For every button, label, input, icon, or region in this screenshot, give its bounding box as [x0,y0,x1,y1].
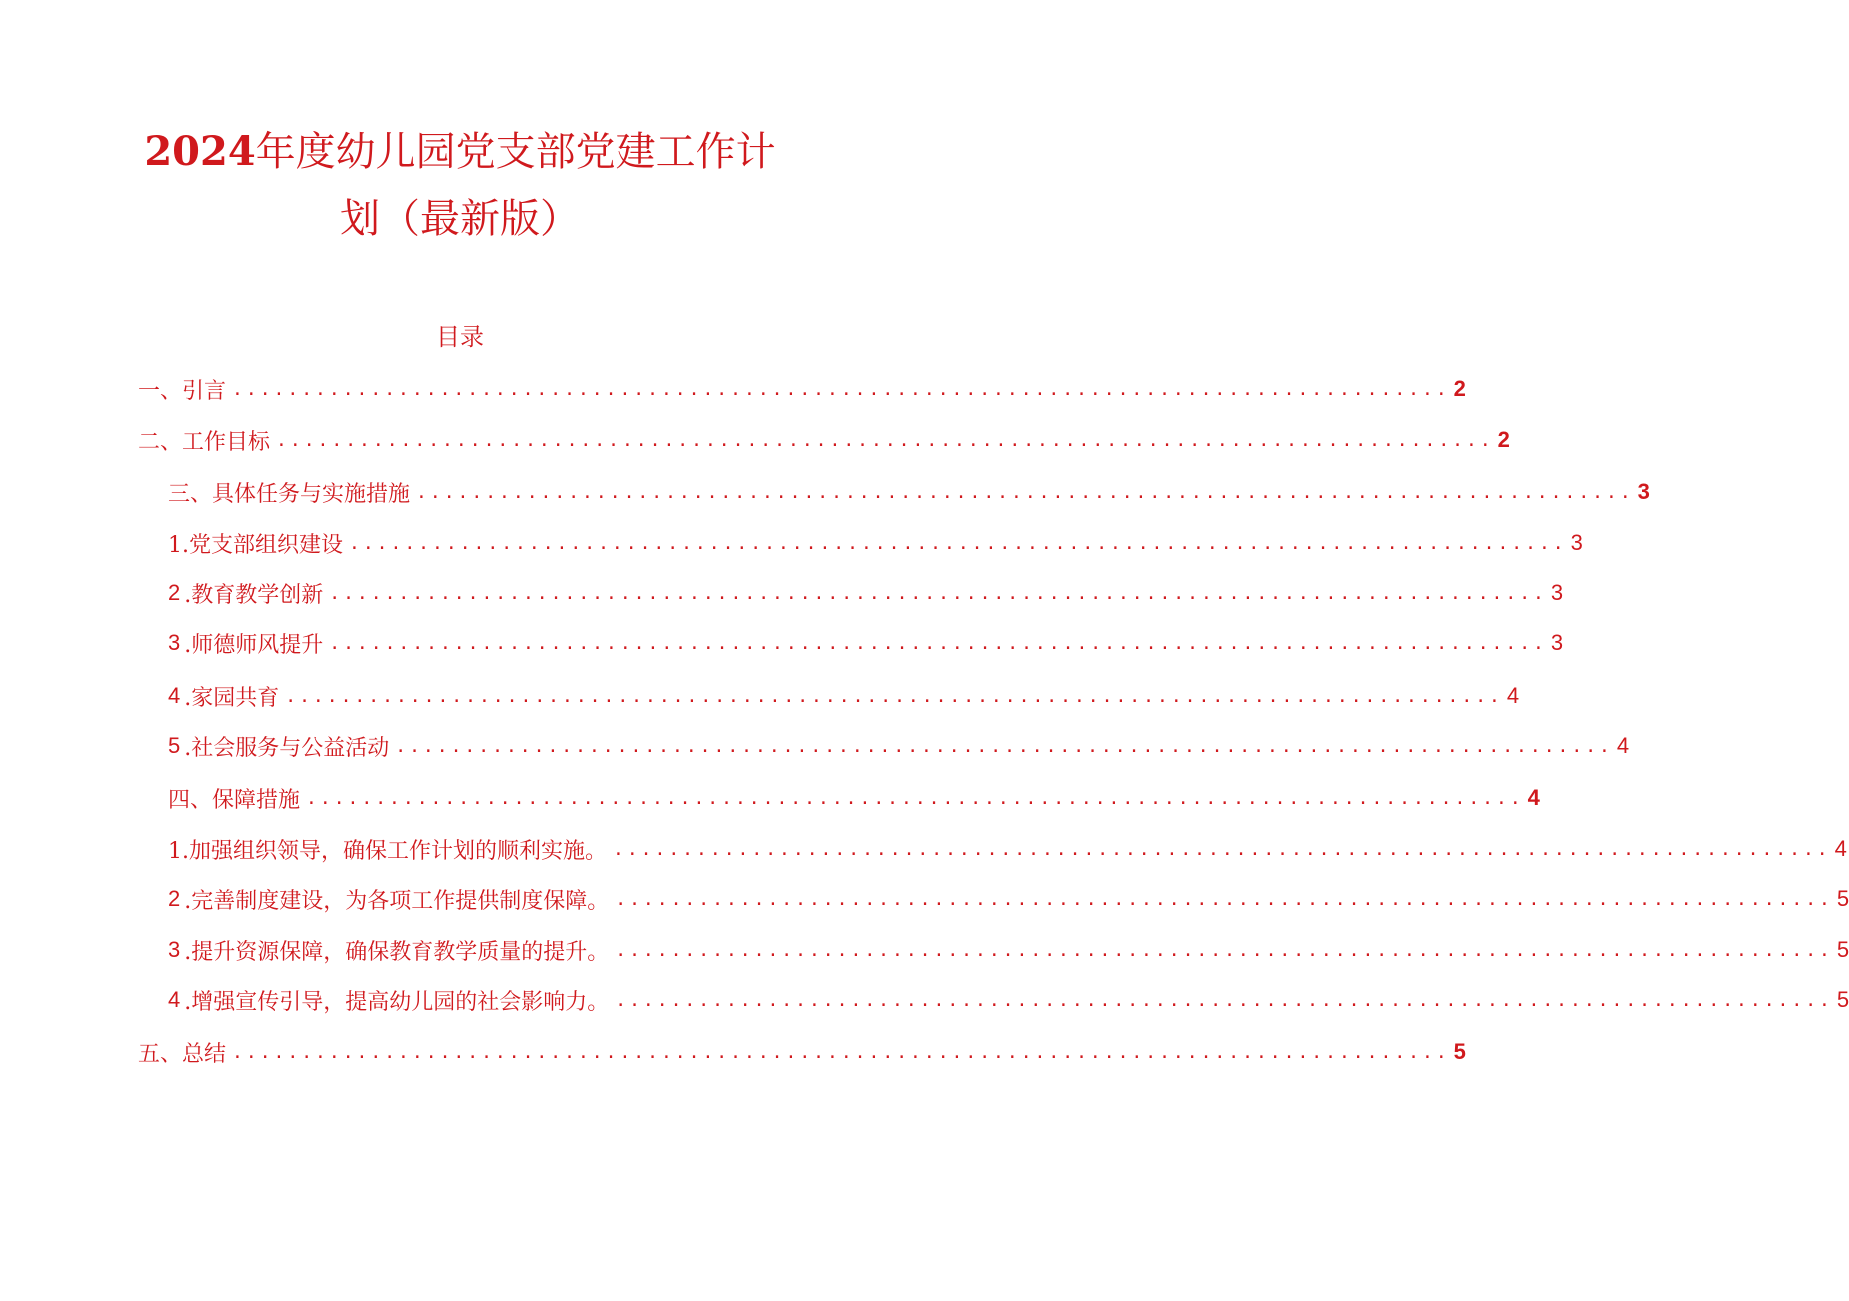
toc-entry-label: .增强宣传引导，提高幼儿园的社会影响力。 [184,989,610,1015]
toc-entry-label: 五、总结 [138,1041,227,1067]
title-year: 2024 [144,128,256,175]
toc-entry-page: 4 [1506,683,1520,708]
document-title-line-2: 划（最新版） [340,196,580,242]
toc-entry-number: 2 [168,580,181,605]
toc-leader-dots: ........................................................................................ [329,582,1547,604]
toc-entry-number: 4 [168,683,181,708]
toc-entry-label: .教育教学创新 [184,582,324,608]
toc-entry-teacher-ethics[interactable] [168,628,1564,658]
toc-entry-label: 三、具体任务与实施措施 [168,481,411,507]
toc-entry-number: 2 [168,886,181,911]
toc-entry-number: 3 [168,937,181,962]
toc-entry-introduction[interactable] [138,374,1466,404]
toc-leader-dots: ........................................................................................ [232,378,1450,400]
toc-leader-dots: ........................................................................................ [285,685,1503,707]
toc-entry-page: 3 [1570,530,1583,555]
toc-entry-page: 3 [1550,630,1564,655]
toc-entry-page: 4 [1527,785,1540,810]
toc-entry-number: 3 [168,630,181,655]
toc-entry-teaching-innovation[interactable] [168,578,1564,608]
toc-entry-label: .提升资源保障，确保教育教学质量的提升。 [184,939,610,965]
toc-entry-tasks-measures[interactable] [168,477,1650,507]
toc-leader-dots: ........................................................................................ [306,787,1524,809]
title-text: 年度幼儿园党支部党建工作计 [255,129,776,175]
toc-entry-safeguards[interactable] [168,783,1540,813]
toc-entry-page: 3 [1550,580,1564,605]
document-title-line-1 [0,128,920,175]
toc-entry-number: 4 [168,987,181,1012]
toc-entry-page: 4 [1616,733,1630,758]
toc-leader-dots: ........................................................................................ [349,532,1567,554]
toc-entry-page: 5 [1836,937,1849,962]
toc-entry-label: .社会服务与公益活动 [184,735,390,761]
toc-entry-label: .师德师风提升 [184,632,324,658]
toc-entry-label: 1.党支部组织建设 [168,532,343,558]
toc-entry-label: 四、保障措施 [168,787,301,813]
toc-entry-number: 5 [168,733,181,758]
toc-entry-label: .完善制度建设，为各项工作提供制度保障。 [184,888,610,914]
toc-entry-page: 5 [1836,886,1849,911]
toc-entry-label: 1.加强组织领导，确保工作计划的顺利实施。 [168,838,607,864]
toc-leader-dots: ........................................................................................ [276,429,1494,451]
toc-leader-dots: ........................................................................................ [613,838,1831,860]
toc-heading: 目录 [436,323,484,351]
toc-entry-page: 5 [1453,1039,1466,1064]
toc-leader-dots: ........................................................................................ [615,939,1833,961]
toc-entry-institution-building[interactable] [168,884,1849,914]
toc-entry-page: 5 [1836,987,1849,1012]
toc-leader-dots: ........................................................................................ [416,481,1634,503]
toc-entry-label: 一、引言 [138,378,227,404]
toc-entry-page: 2 [1497,427,1510,452]
toc-leader-dots: ........................................................................................ [395,735,1613,757]
toc-entry-work-goals[interactable] [138,425,1510,455]
toc-entry-resource-support[interactable] [168,935,1849,965]
toc-entry-page: 4 [1834,836,1847,861]
toc-entry-publicity[interactable] [168,985,1849,1015]
toc-leader-dots: ........................................................................................ [232,1041,1450,1063]
toc-entry-page: 3 [1637,479,1650,504]
toc-entry-page: 2 [1453,376,1466,401]
toc-entry-home-school[interactable] [168,681,1520,711]
toc-entry-leadership[interactable] [168,834,1847,864]
toc-leader-dots: ........................................................................................ [615,888,1833,910]
toc-entry-summary[interactable] [138,1037,1466,1067]
toc-entry-label: .家园共育 [184,685,280,711]
toc-entry-community-service[interactable] [168,731,1630,761]
toc-leader-dots: ........................................................................................ [329,632,1547,654]
toc-entry-party-organization[interactable] [168,528,1583,558]
toc-leader-dots: ........................................................................................ [615,989,1833,1011]
toc-entry-label: 二、工作目标 [138,429,271,455]
